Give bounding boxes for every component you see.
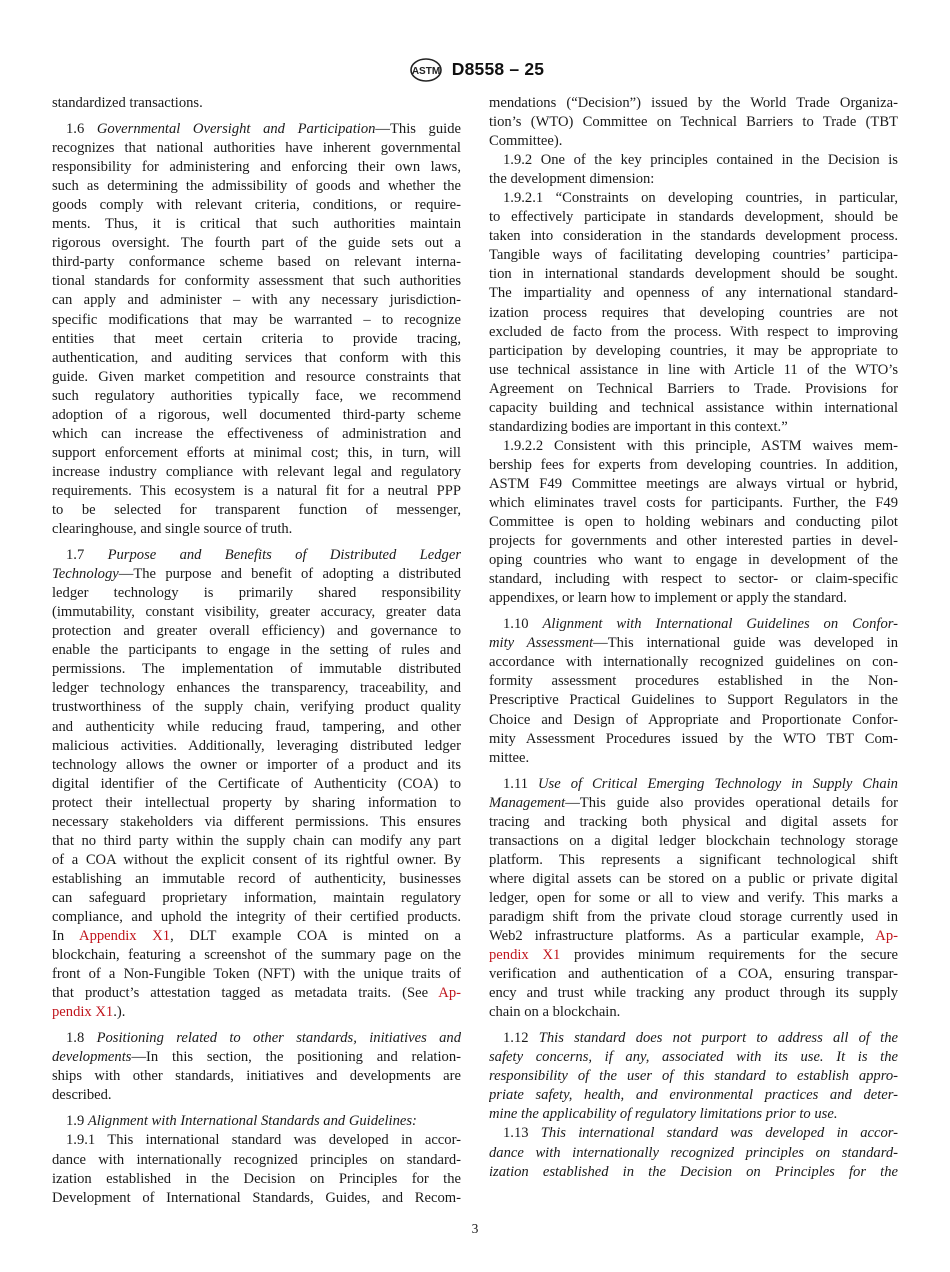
body-text: ization established in the Decision on Principles for the [52,1170,461,1187]
text-line [489,208,898,227]
text-line [489,304,898,323]
text-line [52,425,461,444]
body-text: —The purpose and benefit of adopting a distributed [118,566,461,583]
text-line [52,813,461,832]
text-line [489,399,898,418]
body-text: use technical assistance in line with Article 11 of the WTO’s [489,361,898,378]
text-line [489,189,898,208]
text-line [52,870,461,889]
body-text: —This guide also provides operational details for [565,794,898,811]
body-text: and authenticity while reducing fraud, tampering, and other [52,718,461,735]
body-text: —In this section, the positioning and relation- [131,1049,461,1066]
text-line [52,1112,461,1131]
body-text: enable the participants to engage in the setting of rules and [52,642,461,659]
body-text: recognizes that national authorities have inherent governmental [52,140,461,157]
paragraph-gap [52,113,461,120]
text-line [52,546,461,565]
text-line [52,215,461,234]
italic-text: responsibility of the user of this standard to establish appro- [489,1068,898,1085]
body-text: authentication, and auditing services that conform with this [52,349,461,366]
body-text: tion’s (WTO) Committee on Technical Barriers to Trade (TBT [489,114,898,131]
text-line [489,889,898,908]
body-text: adoption of a rigorous, well documented third-party scheme [52,406,461,423]
text-line [489,711,898,730]
italic-text: safety concerns, if any, associated with its use. It is the [489,1049,898,1066]
body-text: malicious activities. Additionally, leveraging distributed ledger [52,737,461,754]
text-line [52,177,461,196]
text-line [52,387,461,406]
body-text: capacity building and technical assistance within international [489,399,898,416]
body-text: ledger technology enhances the transparency, traceability, and [52,680,461,697]
text-line [489,672,898,691]
text-line [489,813,898,832]
text-line [489,927,898,946]
body-text: establishing an immutable record of authenticity, businesses [52,870,461,887]
italic-text: priate safety, health, and environmental practices and deter- [489,1087,898,1104]
text-line [489,551,898,570]
text-line [489,323,898,342]
body-text: described. [52,1087,112,1104]
text-line [489,532,898,551]
body-text: 1.9.2.2 Consistent with this principle, ASTM waives mem- [503,437,898,454]
text-line [489,94,898,113]
text-line [52,851,461,870]
body-text: standard, including with respect to sector- or claim-specific [489,571,898,588]
text-line [52,565,461,584]
text-line [52,368,461,387]
body-text: 1.10 [503,616,543,633]
body-text: requirements. This ecosystem is a natural fit for a neutral PPP [52,482,461,499]
body-text: goods comply with relevant criteria, conditions, or require- [52,197,461,214]
body-text: Tangible ways of facilitating developing countries’ participa- [489,247,898,264]
text-line [489,615,898,634]
text-line [489,851,898,870]
text-line [489,1144,898,1163]
body-text: protect their intellectual property by sharing information to [52,794,461,811]
text-line [489,794,898,813]
body-text: 1.8 [66,1030,97,1047]
body-text: to effectively participate in standards development, should be [489,209,898,226]
italic-text: Positioning related to other standards, initiatives and [96,1030,461,1047]
body-text: ledger technology is primarily shared responsibility [52,585,461,602]
body-text: the development dimension: [489,171,655,188]
body-text: permissions. The implementation of immutable distributed [52,661,461,678]
text-line [52,444,461,463]
text-line [52,756,461,775]
text-line [489,589,898,608]
document-id: D8558 – 25 [451,58,545,79]
body-text: technology allows the owner or importer of a product and its [52,756,461,773]
text-line [489,342,898,361]
text-line [489,1029,898,1048]
body-text: bership fees for experts from developing countries. In addition, [489,456,898,473]
body-text: that product’s attestation tagged as metadata traits. (See [52,985,439,1002]
text-line [489,513,898,532]
italic-text: Management [489,794,566,811]
body-text: excluded de facto from the process. With respect to improving [489,323,898,340]
paragraph-gap [489,608,898,615]
italic-text: ization established in the Decision on Principles for the [489,1163,898,1180]
body-text: .). [113,1004,126,1021]
text-line [489,634,898,653]
text-line [489,1124,898,1143]
text-line [52,775,461,794]
body-text: platform. This represents a significant technological shift [489,851,898,868]
body-text: 1.12 [503,1030,539,1047]
text-line [489,418,898,437]
body-text: —This international guide was developed in [593,635,898,652]
text-line [489,832,898,851]
italic-text: dance with internationally recognized principles on standard- [489,1144,898,1161]
italic-text: Alignment with International Standards and Guidelines: [87,1113,417,1130]
text-line [52,234,461,253]
paragraph-gap [489,768,898,775]
body-text: Agreement on Technical Barriers to Trade. Provisions for [489,380,898,397]
text-line [489,1067,898,1086]
body-text: trustworthiness of the supply chain, verifying product quality [52,699,461,716]
body-text: dance with internationally recognized principles on standard- [52,1151,461,1168]
body-text: compliance, and uphold the integrity of their certified products. [52,908,461,925]
body-text: which eliminates travel costs for participants. Further, the F49 [489,494,898,511]
body-text: ency and trust while tracking any product through its supply [489,985,898,1002]
body-text: where digital assets can be stored on a public or private digital [489,870,898,887]
body-text: tional standards for conformity assessment that such authorities [52,273,461,290]
text-line [52,1086,461,1105]
body-text: mittee. [489,749,530,766]
body-text: clearinghouse, and single source of truth. [52,521,293,538]
body-text: , DLT example COA is minted on a [170,928,461,945]
text-line [52,832,461,851]
appendix-link[interactable]: pendix X1 [52,1004,114,1021]
text-line [52,291,461,310]
text-line [52,120,461,139]
body-text: Choice and Design of Appropriate and Proportionate Confor- [489,711,898,728]
body-text: 1.9.2.1 “Constraints on developing countries, in particular, [503,190,898,207]
body-text: front of a Non-Fungible Token (NFT) with the unique traits of [52,966,461,983]
body-text: protection and greater overall efficiency) and governance to [52,623,461,640]
text-line [52,1151,461,1170]
body-text: appendixes, or learn how to implement or apply the standard. [489,590,847,607]
body-text: ASTM F49 Committee meetings are always virtual or hybrid, [489,475,898,492]
text-line [52,482,461,501]
body-text: increase industry compliance with relevant legal and regulatory [52,463,461,480]
paragraph-gap [489,1022,898,1029]
body-text: In [52,928,80,945]
text-line [52,463,461,482]
text-line [52,94,461,113]
body-text: The impartiality and openness of any international standard- [489,285,898,302]
body-text: 1.11 [503,775,538,792]
body-text: accordance with internationally recognized guidelines on con- [489,654,898,671]
text-line [489,1048,898,1067]
text-line [489,113,898,132]
svg-text:ASTM: ASTM [411,66,440,77]
italic-text: Alignment with International Guidelines on Confor- [542,616,898,633]
text-line [489,227,898,246]
text-line [489,1105,898,1124]
text-line [489,749,898,768]
body-text: which can increase the effectiveness of administration and [52,425,461,442]
body-text: blockchain, featuring a screenshot of the summary page on the [52,947,461,964]
text-line [52,158,461,177]
text-line [489,380,898,399]
text-line [52,1067,461,1086]
body-text: standardizing bodies are important in this context.” [489,418,788,435]
body-text: 1.9.2 One of the key principles contained in the Decision is [503,152,898,169]
body-text: such regulatory authorities typically face, we recommend [52,387,461,404]
text-line [489,456,898,475]
text-line [489,946,898,965]
body-text: digital identifier of the Certificate of Authenticity (COA) to [52,775,461,792]
text-line [52,603,461,622]
text-line [489,284,898,303]
text-line [52,908,461,927]
text-line [52,965,461,984]
text-line [489,908,898,927]
text-line [52,718,461,737]
italic-text: This international standard was developed in accor- [540,1125,898,1142]
text-line [52,698,461,717]
text-line [52,622,461,641]
text-line [52,1131,461,1150]
text-line [52,679,461,698]
text-line [489,570,898,589]
text-line [489,1163,898,1182]
body-text: can safeguard proprietary information, maintain regulatory [52,889,461,906]
text-line [489,151,898,170]
body-text: such as determining the admissibility of goods and whether the [52,178,461,195]
body-text: —This guide [375,121,461,138]
body-text: participation by developing countries, it may be appropriate to [489,342,898,359]
italic-text: Governmental Oversight and Participation [96,121,376,138]
text-line [52,349,461,368]
italic-text: This standard does not purport to address all of the [538,1030,898,1047]
body-text: chain on a blockchain. [489,1004,621,1021]
body-text: ledger, open for some or all to view and verify. This marks a [489,889,898,906]
paragraph-gap [52,1105,461,1112]
italic-text: mine the applicability of regulatory limitations prior to use. [489,1106,838,1123]
text-line [52,584,461,603]
body-text: paradigm shift from the private cloud storage currently used in [489,908,898,925]
appendix-link[interactable]: Appendix X1 [79,928,171,945]
body-text: (immutability, constant visibility, greater accuracy, greater data [52,604,461,621]
text-line [489,691,898,710]
text-line [489,494,898,513]
body-text: can apply and administer – with any necessary jurisdiction- [52,292,461,309]
body-text: Committee is open to holding webinars and conducting pilot [489,514,898,531]
body-text: ships with other standards, initiatives and developments are [52,1068,461,1085]
text-line [489,437,898,456]
text-line [489,730,898,749]
body-text: mendations (“Decision”) issued by the World Trade Organiza- [489,95,898,111]
text-line [52,1003,461,1022]
text-line [489,246,898,265]
body-text: entities that meet certain criteria to provide tracing, [52,330,461,347]
body-text: ments. Thus, it is critical that such authorities maintain [52,216,461,233]
text-line [489,361,898,380]
body-text: to be selected for transparent function of messenger, [52,501,461,518]
body-text: specific modifications that may be warranted – to recognize [52,311,461,328]
text-line [52,1189,461,1208]
body-text: Committee). [489,133,563,150]
body-text: that no third party within the supply chain can modify any part [52,832,461,849]
text-line [52,889,461,908]
text-line [52,1048,461,1067]
body-text: rigorous oversight. The fourth part of the guide sets out a [52,235,461,252]
body-text: mity Assessment Procedures issued by the WTO TBT Com- [489,730,898,747]
body-text: 1.7 [66,547,108,564]
body-text: third-party conformance scheme based on relevant interna- [52,254,461,271]
body-text: tion in international standards development should be sought. [489,266,898,283]
body-text: projects for governments and other interested parties in devel- [489,533,898,550]
text-line [489,870,898,889]
text-line [489,965,898,984]
appendix-link[interactable]: Ap- [438,985,461,1002]
body-text: provides minimum requirements for the secure [560,947,898,964]
text-line [489,1003,898,1022]
body-text: Web2 infrastructure platforms. As a particular example, [489,928,876,945]
body-text: tracing and tracking both physical and digital assets for [489,813,898,830]
text-line [489,475,898,494]
text-line [52,927,461,946]
text-line [52,794,461,813]
body-text: 1.6 [66,121,97,138]
paragraph-gap [52,1022,461,1029]
text-line [52,946,461,965]
body-text: necessary stakeholders via different permissions. This ensures [52,813,461,830]
text-line [489,984,898,1003]
text-line [52,520,461,539]
body-text: 1.9 [66,1113,88,1130]
paragraph-gap [52,539,461,546]
body-text: verification and authentication of a COA, ensuring transpar- [489,966,898,983]
body-text: responsibility for administering and enforcing their own laws, [52,159,461,176]
text-line [489,265,898,284]
italic-text: Use of Critical Emerging Technology in Supply Chain [538,775,898,792]
italic-text: mity Assessment [489,635,594,652]
text-line [52,660,461,679]
body-text: oping countries who want to engage in development of the [489,552,898,569]
text-line [52,406,461,425]
text-line [489,653,898,672]
body-text: guide. Given market competition and resource constraints that [52,368,461,385]
text-line [52,139,461,158]
text-line [52,311,461,330]
page-number: 3 [471,1221,479,1236]
body-text: Development of International Standards, Guides, and Recom- [52,1189,461,1206]
text-line [489,170,898,189]
body-text: 1.9.1 This international standard was developed in accor- [66,1132,461,1149]
body-text: 1.13 [503,1125,541,1142]
body-text: taken into consideration in the standards development process. [489,228,898,245]
right-column [489,94,898,1182]
text-line [489,1086,898,1105]
body-text: of a COA without the explicit consent of its rightful owner. By [52,851,461,868]
text-line [52,196,461,215]
text-line [489,775,898,794]
italic-text: Technology [52,566,119,583]
italic-text: Purpose and Benefits of Distributed Ledger [107,547,461,564]
text-line [52,641,461,660]
appendix-link[interactable]: Ap- [875,928,898,945]
text-line [52,253,461,272]
text-line [52,1170,461,1189]
text-line [52,984,461,1003]
left-column [52,94,461,1208]
text-line [52,1029,461,1048]
body-text: formity assessment procedures established in the Non- [489,673,898,690]
body-text: transactions on a digital ledger blockchain technology storage [489,832,898,849]
body-text: ization process requires that developing countries are not [489,304,898,321]
italic-text: developments [52,1049,132,1066]
text-line [52,501,461,520]
text-line [52,272,461,291]
body-text: standardized transactions. [52,95,203,111]
text-line [489,132,898,151]
appendix-link[interactable]: pendix X1 [489,947,561,964]
text-line [52,330,461,349]
astm-logo-icon [406,56,446,82]
text-line [52,737,461,756]
body-text: support enforcement efforts at minimal cost; this, in turn, will [52,444,461,461]
body-text: Prescriptive Practical Guidelines to Support Regulators in the [489,692,898,709]
page-header [0,56,950,82]
